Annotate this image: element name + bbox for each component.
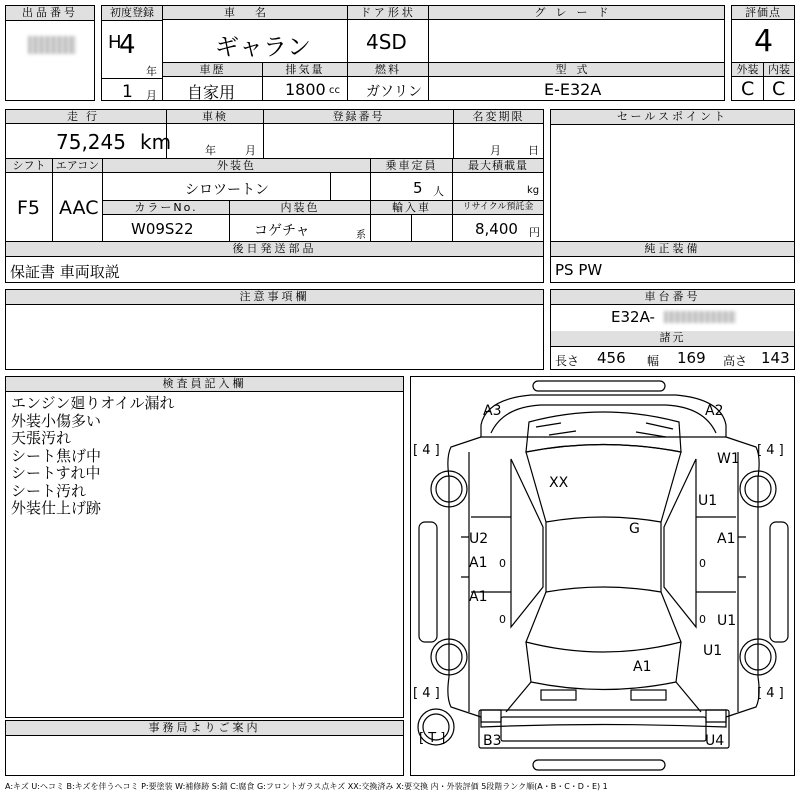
exterior-grade: C	[741, 78, 755, 100]
int-color-unit: 系	[356, 230, 366, 241]
model-label: 型式	[428, 62, 725, 77]
mark-u4: U4	[705, 733, 725, 749]
max-load-label: 最大積載量	[452, 158, 544, 173]
lot-label: 出品番号	[6, 6, 94, 21]
chassis-box	[550, 289, 795, 370]
car-diagram-svg	[411, 377, 796, 777]
score-cell	[731, 19, 795, 63]
later-parts-label: 後日発送部品	[6, 242, 543, 257]
height-value: 143	[761, 349, 790, 367]
car-diagram	[410, 376, 795, 776]
score-label: 評価点	[731, 5, 795, 20]
mark-u1: U1	[703, 643, 723, 659]
reg-year: 4	[119, 30, 136, 60]
mark-zero: 0	[699, 613, 706, 626]
mileage-value: 75,245	[56, 130, 126, 154]
int-color-label: 内装色	[229, 200, 371, 215]
width-value: 169	[677, 349, 706, 367]
genuine-label: 純正装備	[551, 242, 794, 257]
lot-number-redacted	[28, 36, 76, 54]
length-label: 長さ	[555, 354, 580, 368]
car-name-label: 車名	[162, 5, 348, 20]
recycle-cell	[452, 214, 544, 242]
transfer-month-unit: 月	[490, 144, 501, 157]
grade-cell	[428, 19, 725, 63]
reg-number-label: 登録番号	[263, 109, 454, 124]
door-cell	[347, 19, 429, 63]
height-label: 高さ	[723, 354, 748, 368]
mark-u1-top: U1	[698, 493, 718, 509]
first-reg-label: 初度登録	[102, 6, 162, 21]
inspector-line: 天張汚れ	[11, 429, 72, 447]
max-load-unit: kg	[527, 185, 540, 196]
displacement-value: 1800	[285, 80, 326, 99]
interior-grade: C	[772, 78, 786, 100]
fuel-label: 燃料	[347, 62, 429, 77]
car-name: ギャラン	[215, 33, 311, 61]
fuel-cell	[347, 76, 429, 101]
office-label: 事務局よりご案内	[6, 721, 403, 736]
mark-a1: A1	[633, 659, 652, 675]
exterior-cell	[731, 76, 764, 101]
tire-rear-left: [ 4 ]	[413, 686, 440, 701]
inspector-line: エンジン廻りオイル漏れ	[11, 394, 175, 412]
mark-w1: W1	[717, 451, 740, 467]
later-parts-box	[5, 241, 544, 283]
inspector-line: シート焦げ中	[11, 446, 102, 465]
legend: A:キズ U:ヘコミ B:キズを伴うヘコミ P:要塗装 W:補修跡 S:錆 C:腐食 G:フロントガラス点キズ XX:交換済み X:要交換 内・外装評価 5段階ランク順(A・B・C・D・E) 1	[5, 782, 608, 791]
mark-a1: A1	[469, 589, 488, 605]
score-value: 4	[754, 24, 774, 59]
displacement-unit: cc	[329, 85, 340, 96]
int-color-cell	[229, 214, 371, 242]
import-cell-2	[411, 214, 453, 242]
shift-label: シフト	[5, 158, 53, 173]
office-box	[5, 720, 404, 776]
inspection-label: 車検	[166, 109, 264, 124]
color-no-label: カラーNo.	[102, 200, 230, 215]
model-value: E-E32A	[544, 80, 602, 99]
inspection-cell	[166, 123, 264, 159]
inspector-line: シート汚れ	[11, 481, 87, 500]
mileage-cell	[5, 123, 172, 159]
mark-zero: 0	[699, 557, 706, 570]
inspector-box	[5, 376, 404, 718]
sales-point-box	[550, 109, 795, 242]
tire-rear-right: [ 4 ]	[757, 686, 784, 701]
mark-zero: 0	[499, 613, 506, 626]
color-no-cell	[102, 214, 230, 242]
inspector-line: 外装仕上げ跡	[11, 499, 102, 517]
ac-label: エアコン	[52, 158, 103, 173]
inspector-line: シートすれ中	[11, 464, 101, 482]
displacement-label: 排気量	[262, 62, 348, 77]
later-parts-value: 保証書 車両取説	[10, 263, 120, 281]
chassis-prefix: E32A-	[611, 308, 655, 326]
inspector-label: 検査員記入欄	[6, 377, 403, 392]
rear-bumper	[481, 710, 726, 722]
tire-spare: [ T ]	[419, 731, 446, 746]
model-cell	[428, 76, 725, 101]
displacement-cell	[262, 76, 348, 101]
ac-cell	[52, 172, 103, 242]
capacity-unit: 人	[433, 185, 444, 198]
era: H	[108, 32, 122, 53]
capacity-label: 乗車定員	[370, 158, 453, 173]
shift-value: F5	[17, 197, 41, 219]
interior-cell	[763, 76, 795, 101]
mileage-label: 走行	[5, 109, 167, 124]
door-type: 4SD	[366, 30, 407, 54]
mark-b3: B3	[483, 733, 502, 749]
mark-u2: U2	[469, 531, 489, 547]
history-cell	[162, 76, 263, 101]
mark-a2: A2	[705, 403, 724, 419]
mark-u1: U1	[717, 613, 737, 629]
recycle-value: 8,400	[475, 220, 518, 238]
lot-box	[5, 5, 95, 101]
interior-label: 内装	[763, 62, 795, 77]
car-name-cell	[162, 19, 348, 63]
ext-color-extra-cell	[330, 172, 371, 201]
mileage-unit: km	[140, 130, 172, 154]
windshield	[526, 412, 681, 452]
inspector-line: 外装小傷多い	[11, 411, 102, 430]
door-label: ドア形状	[347, 5, 429, 20]
transfer-label: 名変期限	[453, 109, 544, 124]
recycle-label: リサイクル預託金	[452, 200, 544, 215]
mark-a3: A3	[483, 403, 502, 419]
tire-front-left: [ 4 ]	[413, 443, 440, 458]
sales-point-label: セールスポイント	[551, 110, 794, 125]
ext-color-value: シロツートン	[185, 182, 269, 198]
reg-month: 1	[122, 82, 133, 102]
ext-color-label: 外装色	[102, 158, 371, 173]
import-cell-1	[370, 214, 412, 242]
dims-label: 諸元	[551, 331, 794, 347]
transfer-cell	[453, 123, 544, 159]
recycle-unit: 円	[529, 226, 540, 239]
genuine-value: PS PW	[555, 261, 603, 279]
notes-box	[5, 289, 544, 370]
front-bumper	[533, 381, 665, 391]
mark-a1: A1	[717, 531, 736, 547]
reg-number-cell	[263, 123, 454, 159]
capacity-cell	[370, 172, 453, 201]
ac-value: AAC	[59, 197, 99, 219]
mark-zero: 0	[499, 557, 506, 570]
month-unit: 月	[146, 89, 157, 102]
grade-label: グレード	[428, 5, 725, 20]
hood	[481, 395, 726, 437]
width-label: 幅	[647, 354, 660, 368]
shift-cell	[5, 172, 53, 242]
genuine-equipment-box	[550, 241, 795, 283]
tire-front-right: [ 4 ]	[757, 443, 784, 458]
mark-g: G	[629, 521, 640, 537]
rear-glass	[526, 642, 681, 690]
capacity-value: 5	[413, 179, 423, 197]
color-no-value: W09S22	[131, 220, 194, 238]
trunk	[481, 717, 726, 727]
max-load-cell	[452, 172, 544, 201]
fuel-value: ガソリン	[366, 84, 422, 100]
notes-label: 注意事項欄	[6, 290, 543, 305]
transfer-day-unit: 日	[528, 144, 539, 157]
year-unit: 年	[146, 65, 157, 78]
exterior-label: 外装	[731, 62, 764, 77]
ext-color-cell	[102, 172, 331, 201]
int-color-value: コゲチャ	[254, 223, 310, 239]
insp-year-unit: 年	[205, 144, 216, 157]
mark-a1: A1	[469, 555, 488, 571]
chassis-number-redacted	[664, 311, 736, 323]
mark-xx: XX	[549, 475, 569, 491]
import-label: 輸入車	[370, 200, 453, 215]
chassis-label: 車台番号	[551, 290, 794, 305]
history-value: 自家用	[187, 83, 236, 102]
length-value: 456	[597, 349, 626, 367]
first-registration-box	[101, 5, 163, 101]
history-label: 車歴	[162, 62, 263, 77]
insp-month-unit: 月	[245, 144, 256, 157]
